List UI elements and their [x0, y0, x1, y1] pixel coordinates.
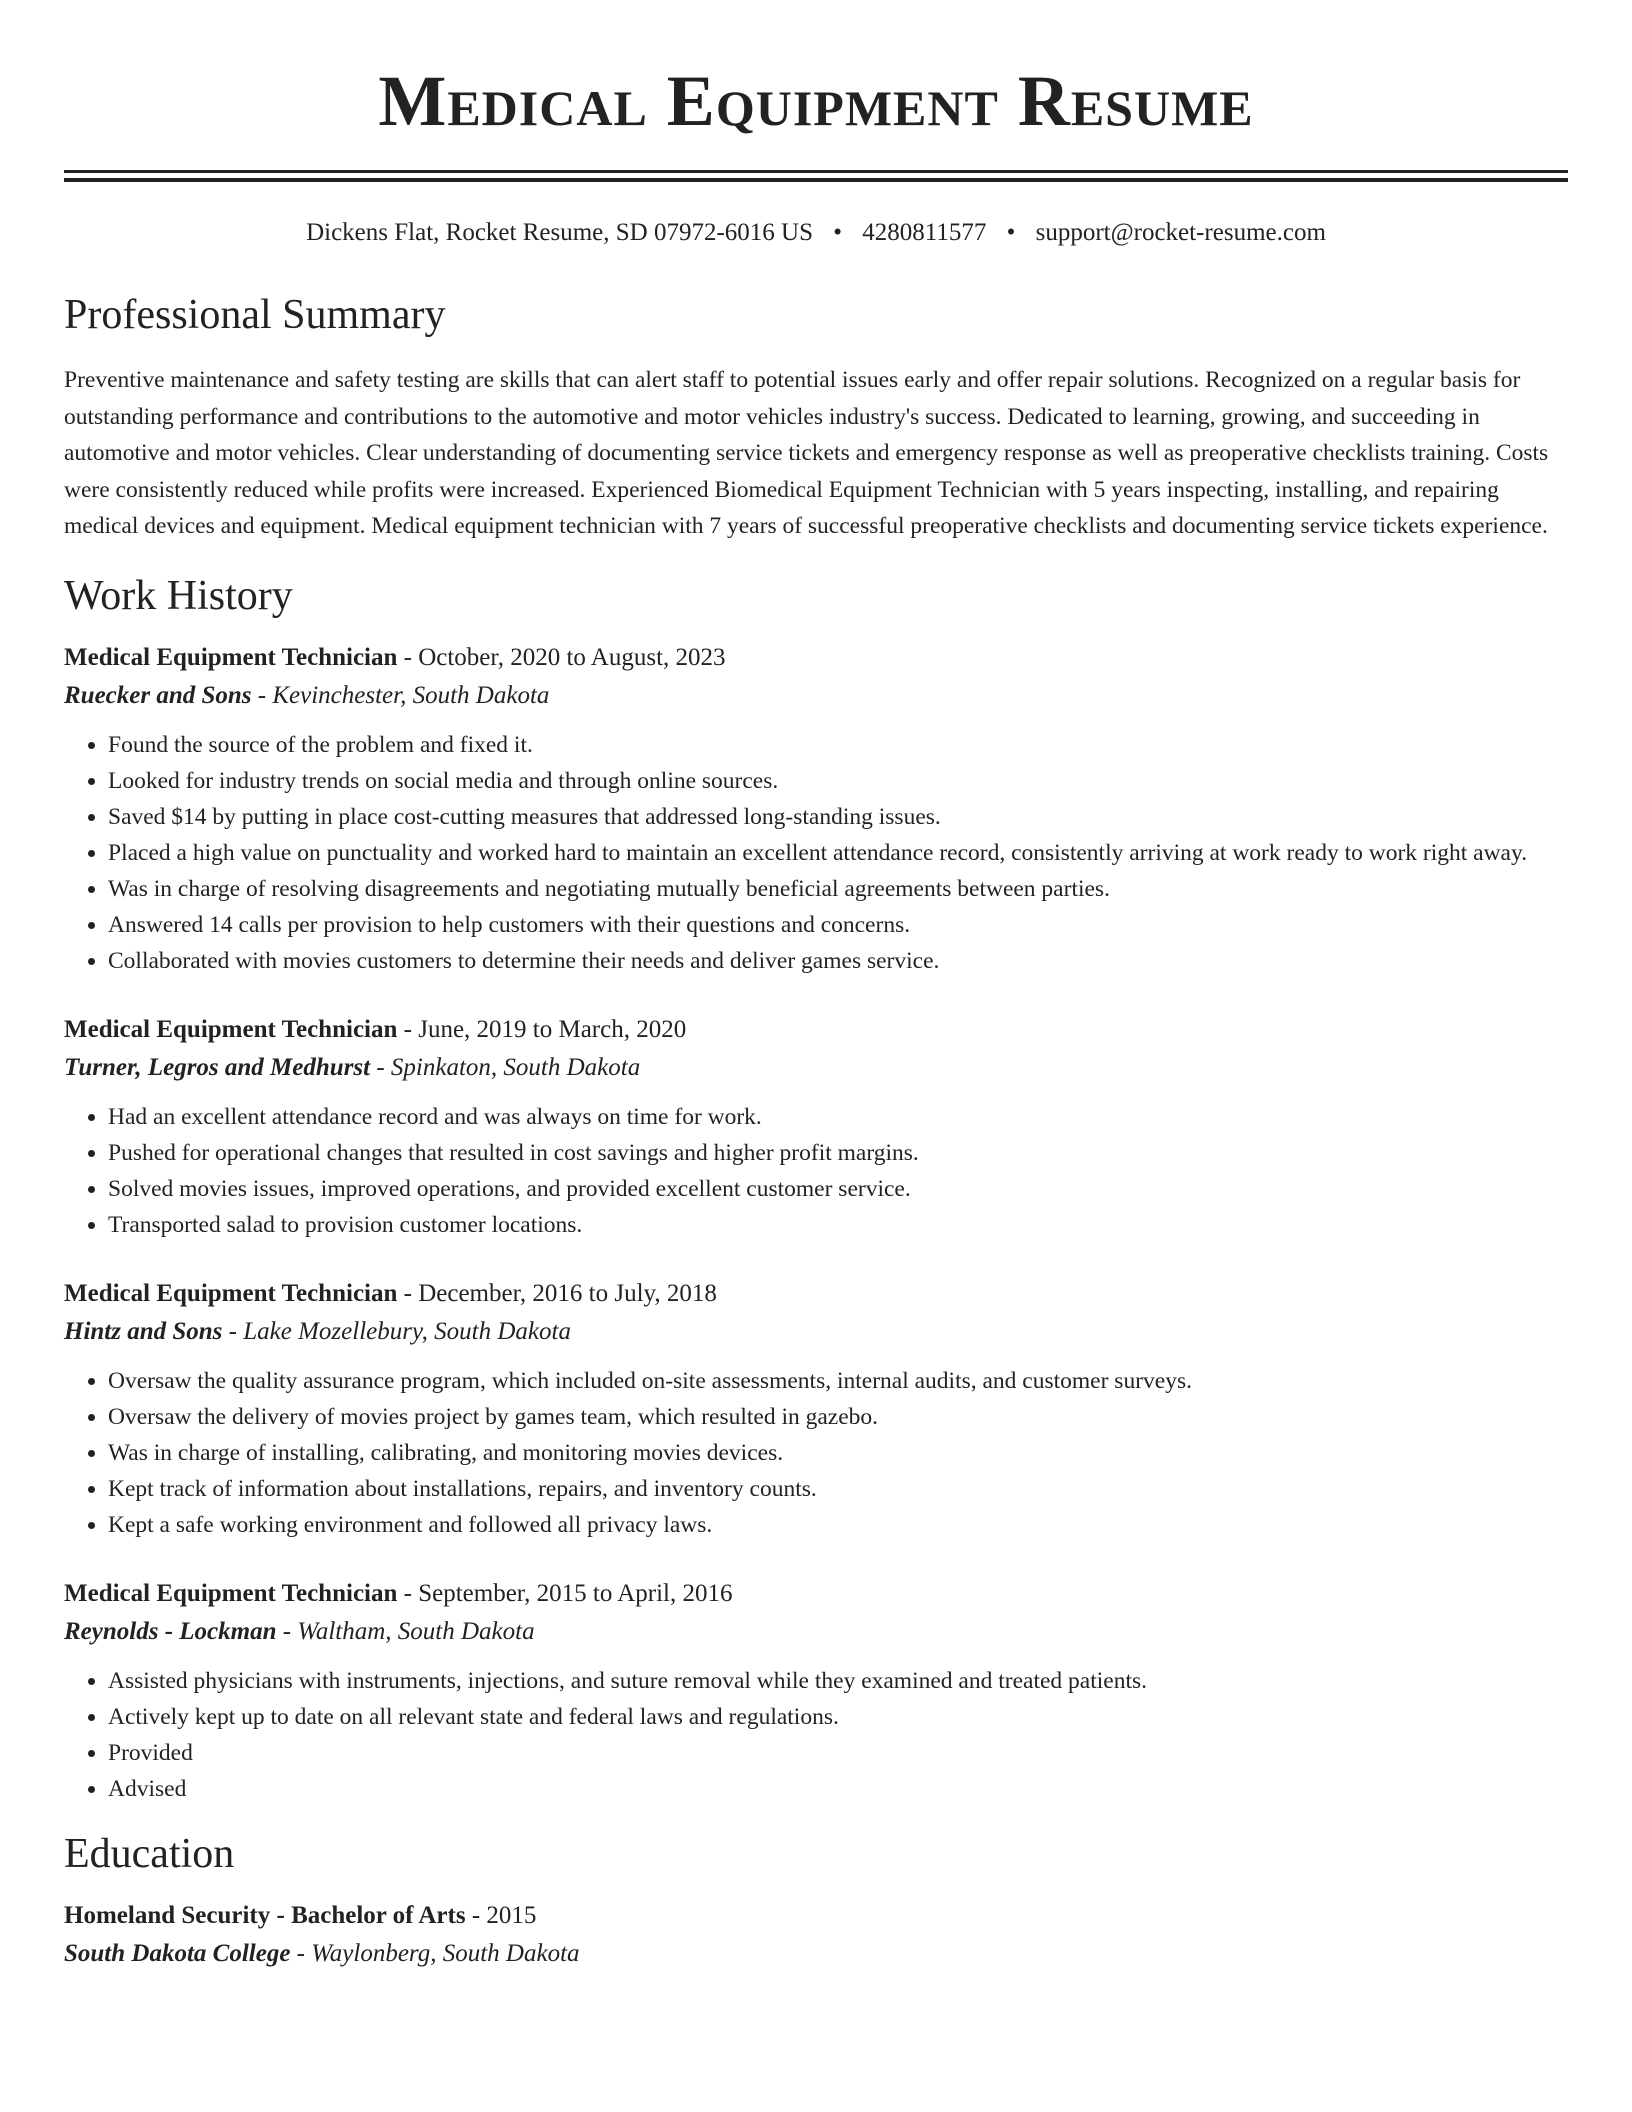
job-title: Medical Equipment Technician — [64, 1015, 398, 1043]
education-degree: Homeland Security - Bachelor of Arts — [64, 1901, 466, 1929]
job-title: Medical Equipment Technician — [64, 1279, 398, 1307]
contact-phone: 4280811577 — [862, 219, 987, 246]
job-entry — [64, 639, 1568, 979]
job-employer — [64, 1049, 1568, 1087]
title-divider — [64, 170, 1568, 182]
education-heading: Education — [64, 1830, 235, 1877]
job-dates: - December, 2016 to July, 2018 — [397, 1279, 717, 1307]
job-title: Medical Equipment Technician — [64, 1579, 398, 1607]
list-item: • Collaborated with movies customers to determine their needs and deliver games service. — [108, 943, 1568, 979]
contact-address: Dickens Flat, Rocket Resume, SD 07972-6016 US — [306, 219, 813, 246]
list-item: • Assisted physicians with instruments, injections, and suture removal while they examined and treated patients. — [108, 1663, 1568, 1699]
education-header — [64, 1897, 1568, 1935]
job-header — [64, 1575, 1568, 1613]
job-location: - Lake Mozellebury, South Dakota — [222, 1317, 571, 1345]
list-item: • Transported salad to provision customer locations. — [108, 1207, 1568, 1243]
job-header — [64, 1275, 1568, 1313]
job-location: - Kevinchester, South Dakota — [251, 681, 550, 709]
job-entry — [64, 1011, 1568, 1243]
job-header — [64, 639, 1568, 677]
contact-separator: • — [833, 219, 843, 246]
job-company: Turner, Legros and Medhurst — [64, 1053, 371, 1081]
list-item: • Kept a safe working environment and followed all privacy laws. — [108, 1507, 1568, 1543]
list-item: • Found the source of the problem and fixed it. — [108, 727, 1568, 763]
contact-line — [64, 216, 1568, 250]
job-duties-list — [64, 1099, 1568, 1243]
job-location: - Spinkaton, South Dakota — [370, 1053, 641, 1081]
education-institution — [64, 1935, 1568, 1973]
job-entry — [64, 1575, 1568, 1807]
job-company: Ruecker and Sons — [64, 681, 252, 709]
list-item: • Oversaw the quality assurance program, which included on-site assessments, internal audits, and customer surveys. — [108, 1363, 1568, 1399]
contact-email: support@rocket-resume.com — [1035, 219, 1326, 246]
list-item: • Oversaw the delivery of movies project by games team, which resulted in gazebo. — [108, 1399, 1568, 1435]
job-location: - Waltham, South Dakota — [276, 1617, 535, 1645]
job-header — [64, 1011, 1568, 1049]
list-item: • Looked for industry trends on social media and through online sources. — [108, 763, 1568, 799]
education-location: - Waylonberg, South Dakota — [290, 1939, 580, 1967]
contact-separator: • — [1006, 219, 1016, 246]
job-company: Reynolds - Lockman — [64, 1617, 277, 1645]
job-duties-list — [64, 1363, 1568, 1543]
education-school: South Dakota College — [64, 1939, 291, 1967]
summary-text: Preventive maintenance and safety testing are skills that can alert staff to potential issues early and offer repair solutions. Recognized on a regular basis for outstanding performance and contributions to the automotive and motor vehicles industry's success. Dedicated to learning, growing, and succeeding in automotive and motor vehicles. Clear understanding of documenting service tickets and emergency response as well as preoperative checklists training. Costs were consistently reduced while profits were increased. Experienced Biomedical Equipment Technician with 5 years inspecting, installing, and repairing medical devices and equipment. Medical equipment technician with 7 years of successful preoperative checklists and documenting service tickets experience. — [64, 367, 1549, 539]
job-dates: - June, 2019 to March, 2020 — [397, 1015, 687, 1043]
list-item: • Kept track of information about installations, repairs, and inventory counts. — [108, 1471, 1568, 1507]
list-item: • Pushed for operational changes that resulted in cost savings and higher profit margins. — [108, 1135, 1568, 1171]
education-entry — [64, 1897, 1568, 1973]
job-duties-list — [64, 1663, 1568, 1807]
summary-heading: Professional Summary — [64, 292, 446, 338]
job-employer — [64, 1313, 1568, 1351]
list-item: • Placed a high value on punctuality and worked hard to maintain an excellent attendance record, consistently arriving at work ready to work right away. — [108, 835, 1568, 871]
job-dates: - September, 2015 to April, 2016 — [397, 1579, 733, 1607]
list-item: • Was in charge of resolving disagreements and negotiating mutually beneficial agreements between parties. — [108, 871, 1568, 907]
job-entry — [64, 1275, 1568, 1543]
list-item: • Answered 14 calls per provision to help customers with their questions and concerns. — [108, 907, 1568, 943]
list-item: • Advised — [108, 1771, 1568, 1807]
list-item: • Solved movies issues, improved operations, and provided excellent customer service. — [108, 1171, 1568, 1207]
education-year: - 2015 — [465, 1901, 537, 1929]
job-company: Hintz and Sons — [64, 1317, 223, 1345]
list-item: • Actively kept up to date on all relevant state and federal laws and regulations. — [108, 1699, 1568, 1735]
job-employer — [64, 1613, 1568, 1651]
list-item: • Saved $14 by putting in place cost-cutting measures that addressed long-standing issues. — [108, 799, 1568, 835]
job-employer — [64, 677, 1568, 715]
job-title: Medical Equipment Technician — [64, 643, 398, 671]
list-item: • Had an excellent attendance record and was always on time for work. — [108, 1099, 1568, 1135]
work-history-heading: Work History — [64, 572, 293, 619]
list-item: • Provided — [108, 1735, 1568, 1771]
job-duties-list — [64, 727, 1568, 979]
list-item: • Was in charge of installing, calibrating, and monitoring movies devices. — [108, 1435, 1568, 1471]
job-dates: - October, 2020 to August, 2023 — [397, 643, 726, 671]
resume-title: Medical Equipment Resume — [378, 61, 1254, 141]
